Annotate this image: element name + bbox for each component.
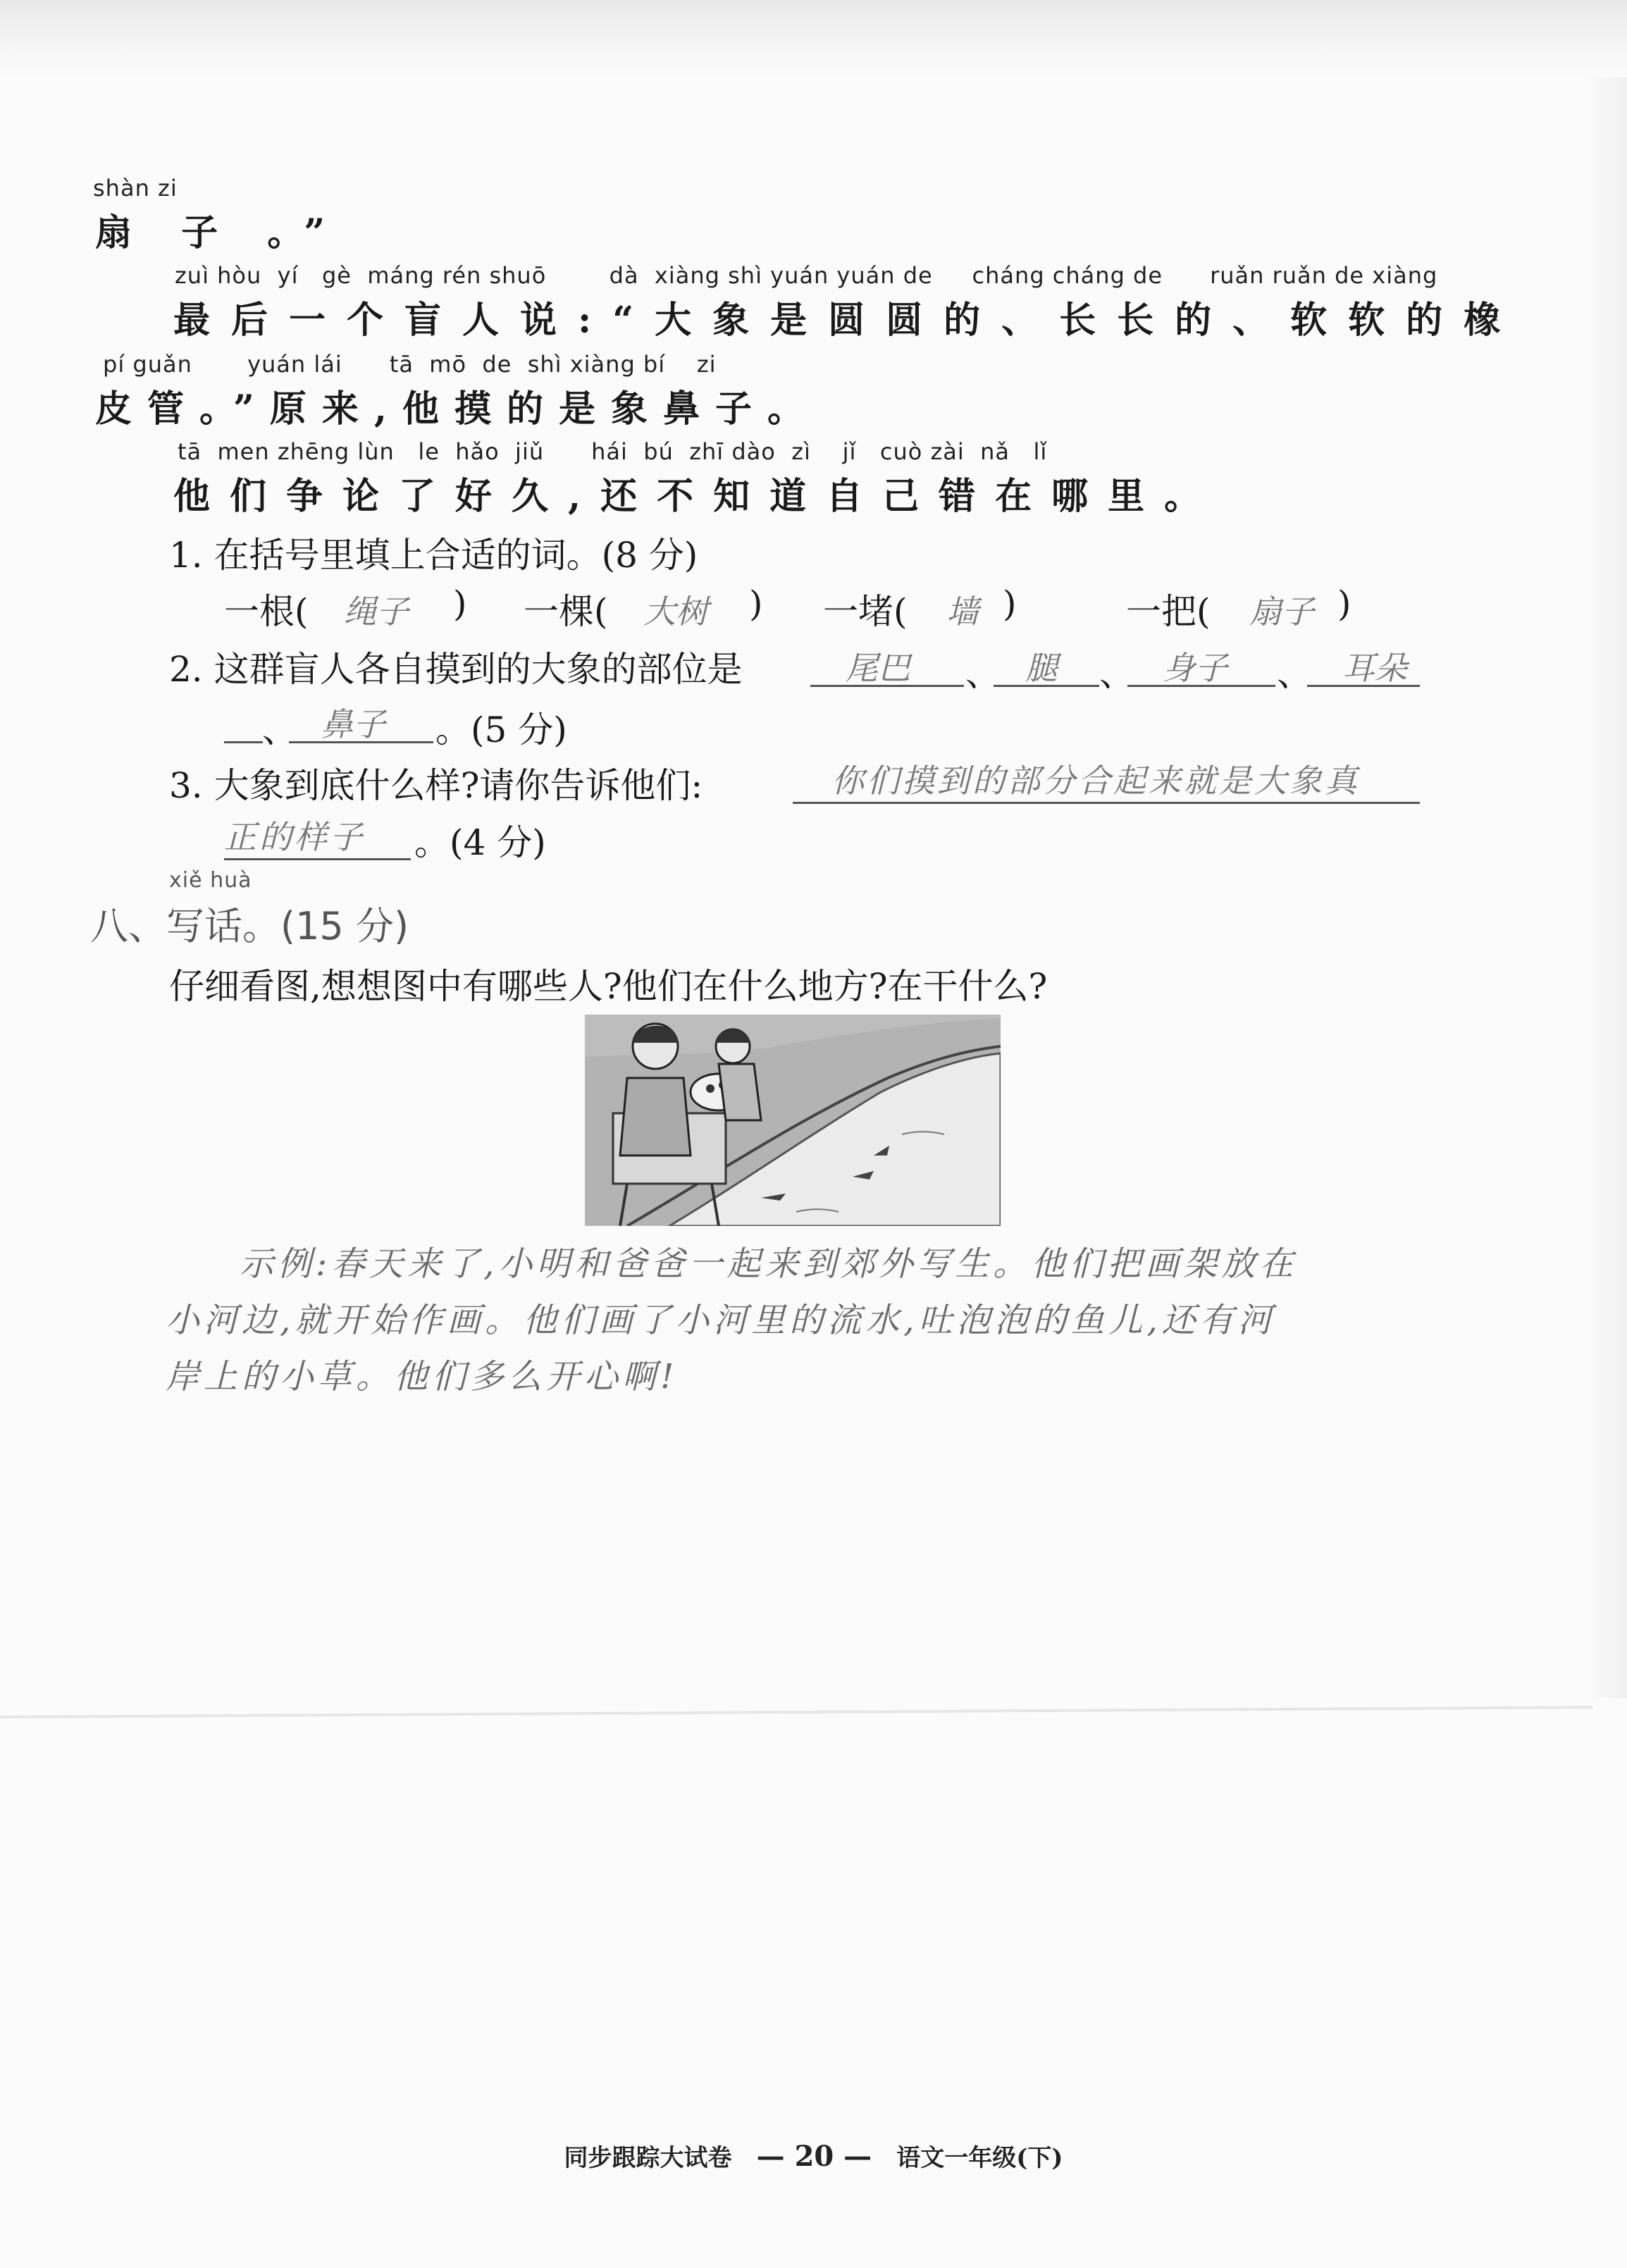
q2-sep-4: 、 — [262, 709, 297, 750]
page-footer — [0, 2138, 1627, 2173]
q2-answer-2: 腿 — [1025, 649, 1058, 687]
footer-series-title: 同步跟踪大试卷 — [564, 2144, 732, 2172]
q2-answer-1: 尾巴 — [846, 649, 910, 687]
q1-item-2-prefix: 一棵( — [524, 591, 608, 632]
scan-top-edge — [0, 0, 1627, 78]
section8-title: 八、写话。(15 分) — [90, 904, 409, 948]
q1-item-2-answer[interactable]: 大树 — [643, 593, 708, 631]
scan-right-edge — [1585, 78, 1627, 1698]
story-pinyin-3: pí guǎn yuán lái tā mō de shì xiàng bí zi — [103, 351, 717, 378]
q2-answer-4: 耳朵 — [1342, 649, 1407, 687]
q1-item-3-prefix: 一堵( — [823, 591, 908, 632]
example-line-2: 小河边,就开始作画。他们画了小河里的流水,吐泡泡的鱼儿,还有河 — [166, 1301, 1276, 1340]
q2-blank-4-cont — [224, 741, 263, 743]
q1-item-3-answer[interactable]: 墙 — [946, 593, 979, 631]
page-fold-line — [0, 1706, 1592, 1718]
story-line-4: 他们争论了好久,还不知道自己错在哪里。 — [173, 475, 1221, 518]
q2-sep-1: 、 — [965, 653, 1001, 694]
example-line-1: 示例:春天来了,小明和爸爸一起来到郊外写生。他们把画架放在 — [240, 1244, 1298, 1284]
story-pinyin-2: zuì hòu yí gè máng rén shuō dà xiàng shì yuán yuán de cháng cháng de ruǎn ruǎn de xiàng — [175, 262, 1438, 289]
story-line-3: 皮管。”原来,他摸的是象鼻子。 — [95, 388, 820, 430]
q1-item-3-suffix: ) — [1003, 583, 1017, 624]
story-pinyin-1: shàn zi — [93, 175, 178, 202]
footer-page-number: — 20 — — [756, 2140, 872, 2173]
q1-item-2-suffix: ) — [749, 583, 763, 624]
q2-sep-3: 、 — [1277, 653, 1312, 694]
q3-blank-1[interactable] — [793, 802, 1420, 804]
q3-answer-line-2: 正的样子 — [224, 818, 365, 856]
q3-score: 。(4 分) — [414, 822, 546, 863]
q1-answer-row — [224, 583, 1422, 633]
q1-prompt: 1. 在括号里填上合适的词。(8 分) — [169, 535, 698, 576]
footer-subject-grade: 语文一年级(下) — [896, 2144, 1063, 2172]
q2-answer-5: 鼻子 — [321, 705, 385, 743]
q2-prompt: 2. 这群盲人各自摸到的大象的部位是 — [169, 649, 743, 690]
q3-blank-2[interactable] — [224, 858, 411, 860]
example-line-3: 岸上的小草。他们多么开心啊! — [166, 1357, 679, 1396]
q2-sep-2: 、 — [1099, 653, 1134, 694]
q3-prompt: 3. 大象到底什么样?请你告诉他们: — [169, 765, 703, 806]
section8-instruction: 仔细看图,想想图中有哪些人?他们在什么地方?在干什么? — [169, 966, 1048, 1007]
q1-item-4-answer[interactable]: 扇子 — [1249, 593, 1314, 631]
story-line-1: 扇 子 。” — [95, 211, 344, 254]
story-line-2: 最后一个盲人说:“大象是圆圆的、长长的、软软的橡 — [173, 299, 1522, 342]
q1-item-4-prefix: 一把( — [1126, 591, 1211, 632]
q1-item-1-suffix: ) — [453, 583, 467, 624]
painting-illustration — [585, 1015, 1001, 1226]
q3-answer-line-1: 你们摸到的部分合起来就是大象真 — [831, 762, 1360, 800]
section8-pinyin: xiě huà — [169, 868, 252, 893]
q2-answer-3: 身子 — [1163, 649, 1227, 687]
q1-item-1-prefix: 一根( — [224, 591, 309, 632]
q2-score: 。(5 分) — [435, 709, 567, 750]
q1-item-1-answer[interactable]: 绳子 — [344, 593, 409, 631]
q1-item-4-suffix: ) — [1337, 583, 1351, 624]
story-pinyin-4: tā men zhēng lùn le hǎo jiǔ hái bú zhī dào zì jǐ cuò zài nǎ lǐ — [178, 438, 1048, 465]
